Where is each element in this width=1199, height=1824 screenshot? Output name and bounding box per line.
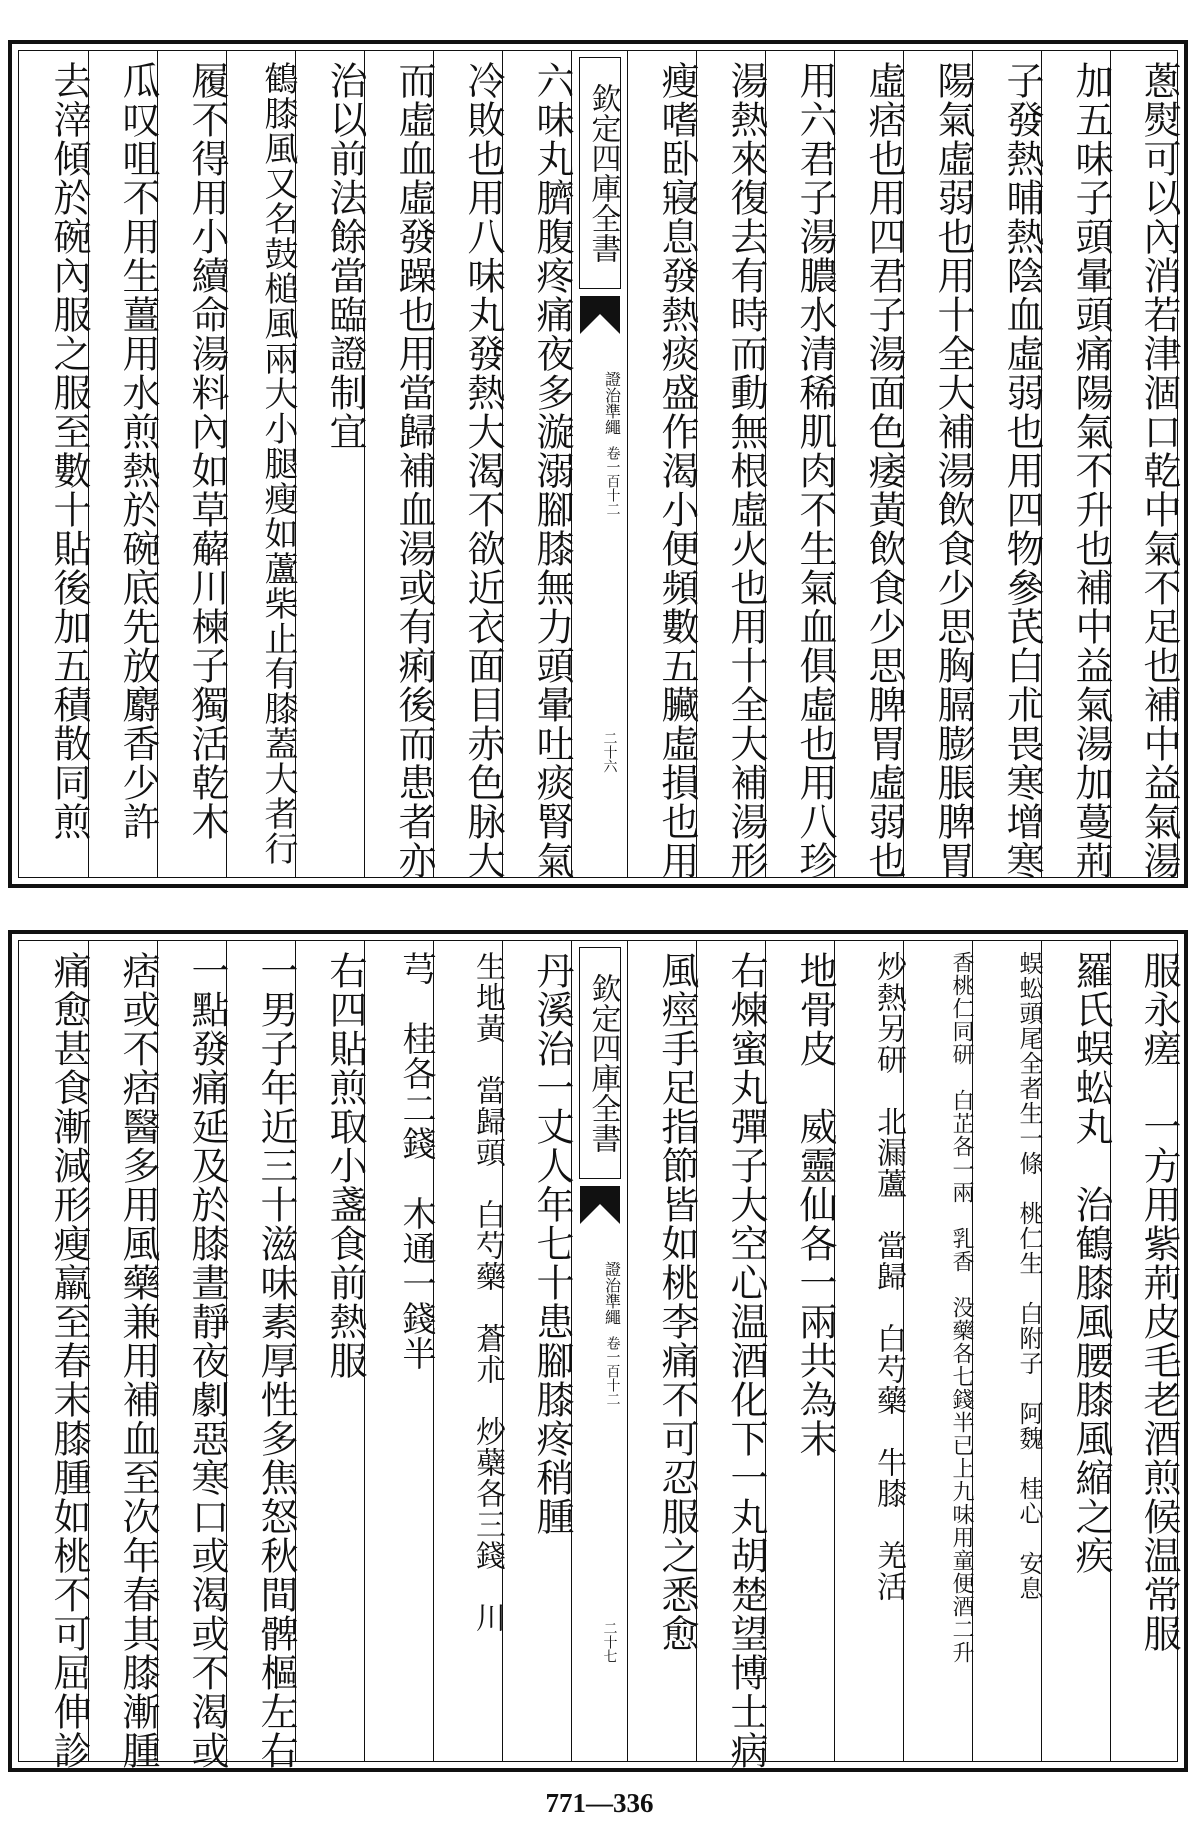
top-page-frame xyxy=(18,50,1181,880)
text-column xyxy=(1110,51,1181,880)
text-column xyxy=(364,51,436,880)
bottom-page-panel xyxy=(8,930,1188,1772)
text-column xyxy=(433,51,505,880)
text-column xyxy=(972,51,1044,880)
column-text: 治以前法餘當臨證制宜 xyxy=(323,61,367,451)
text-column xyxy=(433,941,505,1761)
text-column xyxy=(972,941,1041,1761)
column-text: 芎 桂各二錢 木通一錢半 xyxy=(396,951,436,1371)
book-title: 欽定四庫全書 xyxy=(579,57,621,289)
text-column xyxy=(19,941,91,1770)
text-column xyxy=(157,941,229,1770)
column-text: 子發熱晡熱陰血虛弱也用四物參芪白朮畏寒增寒 xyxy=(1000,61,1044,880)
text-column xyxy=(903,51,975,880)
column-text: 陽氣虛弱也用十全大補湯飲食少思胸膈膨脹脾胃 xyxy=(931,61,975,880)
text-column xyxy=(88,51,160,877)
column-text: 履不得用小續命湯料內如草薢川楝子獨活乾木 xyxy=(185,61,229,841)
column-text: 痞或不痞醫多用風藥兼用補血至次年春其膝漸腫 xyxy=(116,951,160,1770)
column-text: 一男子年近三十滋味素厚性多焦怒秋間髀樞左右 xyxy=(254,951,298,1770)
text-column xyxy=(19,51,91,877)
text-column xyxy=(627,941,699,1761)
text-column xyxy=(765,51,837,880)
column-text: 去滓傾於碗內服之服至數十貼後加五積散同煎 xyxy=(47,61,91,841)
text-column xyxy=(226,941,298,1770)
text-column xyxy=(502,941,574,1761)
text-column xyxy=(1041,51,1113,880)
column-text: 蔥熨可以內消若津涸口乾中氣不足也補中益氣湯 xyxy=(1137,61,1181,880)
page-footer-number: 771—336 xyxy=(545,1788,654,1818)
column-text: 地骨皮 威靈仙各一兩共為末 xyxy=(793,951,837,1458)
section-title: 證治準繩 xyxy=(602,1261,622,1325)
column-text: 加五味子頭暈頭痛陽氣不升也補中益氣湯加蔓荊 xyxy=(1069,61,1113,880)
text-column xyxy=(157,51,229,877)
column-text: 痛愈甚食漸減形瘦羸至春末膝腫如桃不可屈伸診 xyxy=(47,951,91,1770)
column-text: 鶴膝風又名鼓槌風兩大小腿瘦如蘆柴止有膝蓋大者行 xyxy=(258,61,298,866)
volume-number: 卷一百十二 xyxy=(604,446,621,516)
column-text: 羅氏蜈蚣丸 治鶴膝風腰膝風縮之疾 xyxy=(1069,951,1113,1575)
book-title: 欽定四庫全書 xyxy=(579,947,621,1179)
column-text: 虛痞也用四君子湯面色痿黃飲食少思脾胃虛弱也 xyxy=(862,61,906,880)
column-text: 炒熱另研 北漏蘆 當歸 白芍藥 牛膝 羌活 xyxy=(871,951,906,1602)
column-text: 用六君子湯膿水清稀肌肉不生氣血俱虛也用八珍 xyxy=(793,61,837,880)
fish-tail-mark xyxy=(580,1186,620,1226)
bottom-page-frame xyxy=(18,940,1181,1770)
column-text: 香桃仁同研 白芷各一兩 乳香 没藥各七錢半已上九味用童便酒二升 xyxy=(949,951,974,1664)
column-text: 蜈蚣頭尾全者生一條 桃仁生 白附子 阿魏 桂心 安息 xyxy=(1015,951,1043,1601)
column-text: 服永瘥 一方用紫荊皮毛老酒煎候温常服 xyxy=(1137,951,1181,1653)
column-text: 風痙手足指節皆如桃李痛不可忍服之悉愈 xyxy=(655,951,699,1653)
fish-tail-mark xyxy=(580,296,620,336)
column-text: 丹溪治一丈人年七十患腳膝疼稍腫 xyxy=(530,951,574,1536)
page-number: 二十六 xyxy=(601,731,618,773)
column-text: 湯熱來復去有時而動無根虛火也用十全大補湯形 xyxy=(724,61,768,880)
column-text: 冷敗也用八味丸發熱大渴不欲近衣面目赤色脉大 xyxy=(461,61,505,880)
column-text: 六味丸臍腹疼痛夜多漩溺腳膝無力頭暈吐痰腎氣 xyxy=(530,61,574,880)
text-column xyxy=(295,51,367,877)
text-column xyxy=(1041,941,1113,1761)
text-column xyxy=(295,941,367,1761)
center-spine xyxy=(571,51,627,877)
text-column xyxy=(696,941,768,1770)
column-text: 而虛血虛發躁也用當歸補血湯或有痢後而患者亦 xyxy=(392,61,436,880)
column-text: 右四貼煎取小盞食前熱服 xyxy=(323,951,367,1380)
text-column xyxy=(903,941,972,1761)
text-column xyxy=(88,941,160,1770)
text-column xyxy=(696,51,768,880)
text-column xyxy=(364,941,436,1761)
text-column xyxy=(502,51,574,880)
volume-number: 卷一百十二 xyxy=(604,1336,621,1406)
text-column xyxy=(226,51,298,877)
text-column xyxy=(834,51,906,880)
text-column xyxy=(765,941,837,1761)
page-number: 二十七 xyxy=(601,1621,618,1663)
top-page-panel xyxy=(8,40,1188,888)
column-text: 右煉蜜丸彈子大空心温酒化下一丸胡楚望博士病 xyxy=(724,951,768,1770)
section-title: 證治準繩 xyxy=(602,371,622,435)
text-column xyxy=(834,941,906,1761)
text-column xyxy=(1110,941,1181,1761)
column-text: 一點發痛延及於膝晝靜夜劇惡寒口或渴或不渴或 xyxy=(185,951,229,1770)
column-text: 瓜叹咀不用生薑用水煎熱於碗底先放麝香少許 xyxy=(116,61,160,841)
center-spine xyxy=(571,941,627,1761)
text-column xyxy=(627,51,699,880)
column-text: 瘦嗜卧寢息發熱痰盛作渴小便頻數五臟虛損也用 xyxy=(655,61,699,880)
column-text: 生地黃 當歸頭 白芍藥 蒼朮 炒蘗各三錢 川 xyxy=(470,951,505,1633)
